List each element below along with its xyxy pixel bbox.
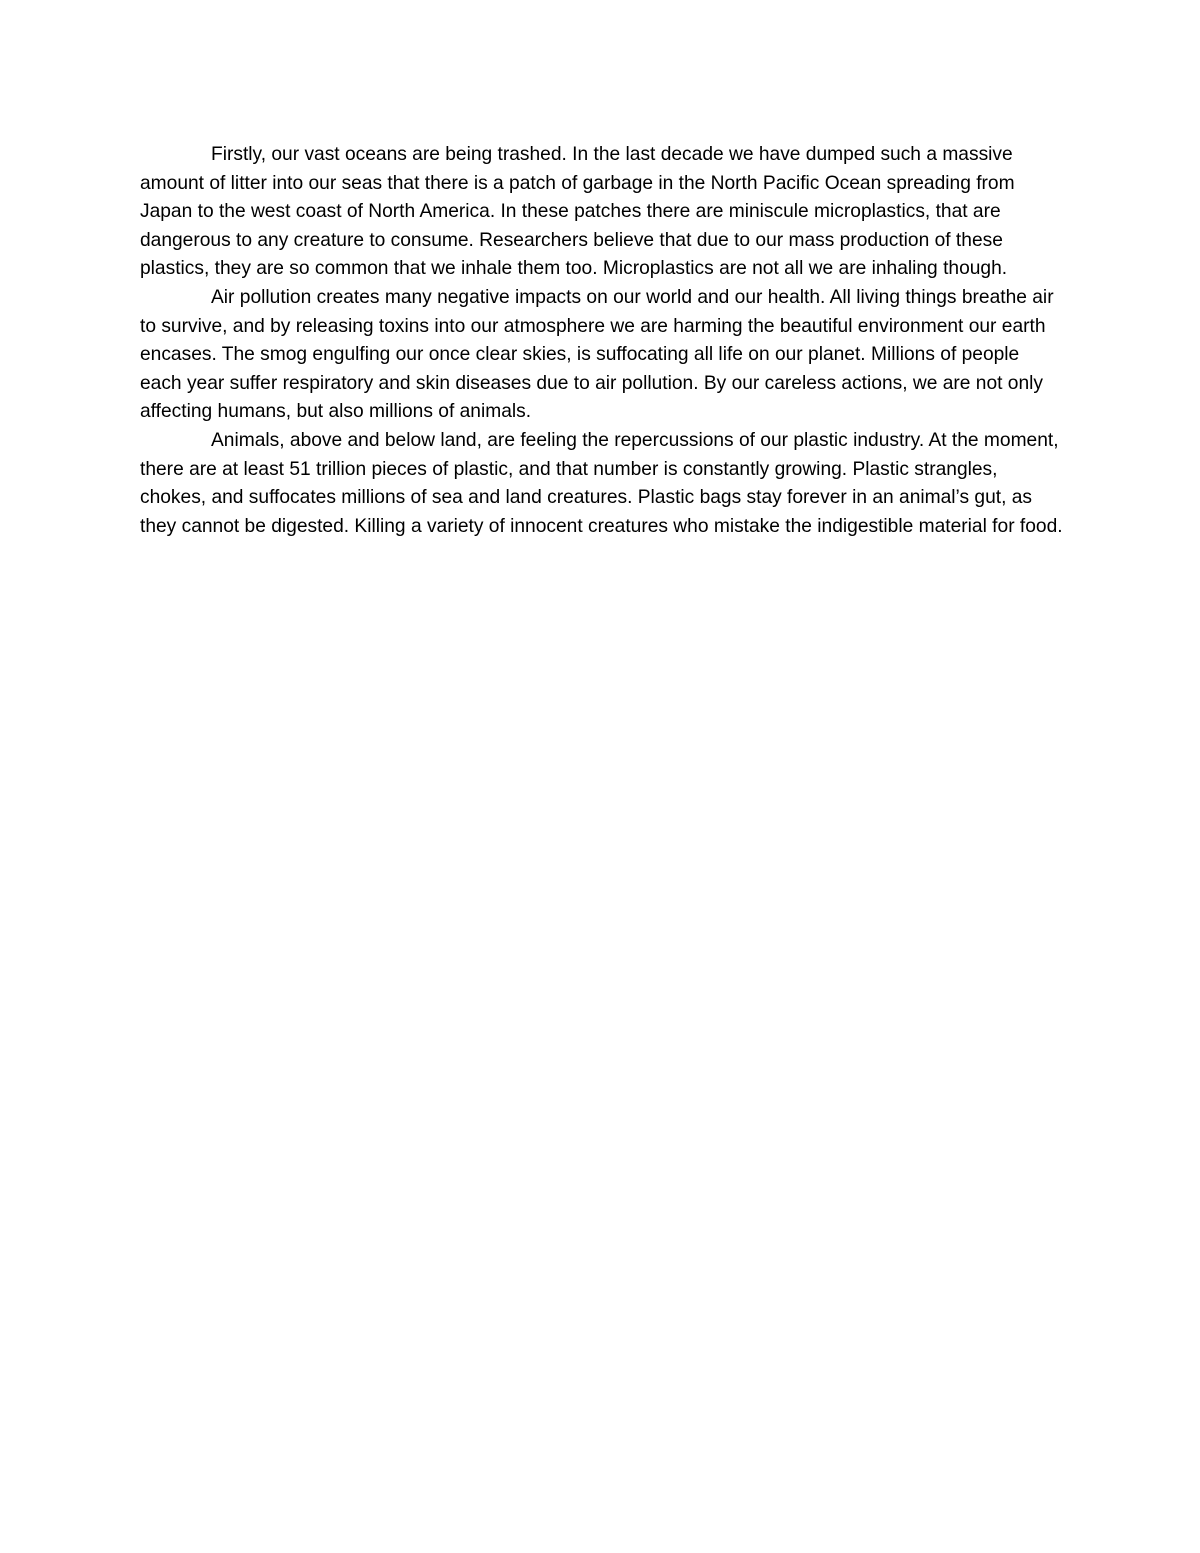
paragraph-oceans: Firstly, our vast oceans are being trashed. In the last decade we have dumped such a massive amount of litter into our seas that there is a patch of garbage in the North Pacific Ocean spreading from Japan to the west coast of North America. In these patches there are miniscule microplastics, that are dangerous to any creature to consume. Researchers believe that due to our mass production of these plastics, they are so common that we inhale them too. Microplastics are not all we are inhaling though. [140, 144, 1015, 280]
paragraph-animals: Animals, above and below land, are feeling the repercussions of our plastic industry. At the moment, there are at least 51 trillion pieces of plastic, and that number is constantly growing. Plastic strangles, chokes, and suffocates millions of sea and land creatures. Plastic bags stay forever in an animal’s gut, as they cannot be digested. Killing a variety of innocent creatures who mistake the indigestible material for food. [140, 429, 1063, 537]
paragraph-air-pollution: Air pollution creates many negative impacts on our world and our health. All living things breathe air to survive, and by releasing toxins into our atmosphere we are harming the beautiful environment our earth encases. The smog engulfing our once clear skies, is suffocating all life on our planet. Millions of people each year suffer respiratory and skin diseases due to air pollution. By our careless actions, we are not only affecting humans, but also millions of animals. [140, 286, 1054, 423]
document-body [140, 141, 1065, 541]
